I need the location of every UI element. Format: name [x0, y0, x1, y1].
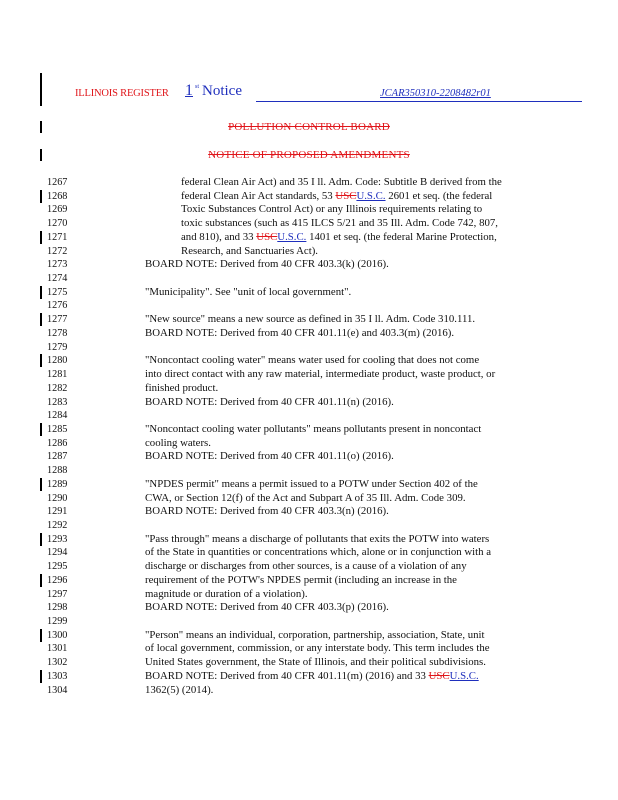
line-text: Research, and Sanctuaries Act). — [181, 244, 319, 257]
revision-bar — [40, 354, 42, 367]
line-number: 1268 — [47, 190, 68, 202]
document-line — [0, 354, 618, 367]
line-text: cooling waters. — [145, 436, 211, 449]
line-text-segment: BOARD NOTE: Derived from 40 CFR 401.11(m) (2016) and 33 — [145, 669, 429, 682]
document-line — [0, 203, 618, 216]
document-line — [0, 505, 618, 518]
document-line — [0, 546, 618, 559]
notice-label: Notice — [202, 83, 242, 99]
line-text: BOARD NOTE: Derived from 40 CFR 403.3(k) (2016). — [145, 258, 389, 271]
revision-bar — [40, 73, 42, 106]
line-text: "Noncontact cooling water" means water used for cooling that does not come — [145, 354, 480, 367]
document-line — [0, 396, 618, 409]
document-line — [0, 313, 618, 326]
line-number: 1289 — [47, 478, 68, 490]
document-line — [0, 629, 618, 642]
document-line — [0, 190, 618, 203]
line-text: BOARD NOTE: Derived from 40 CFR 401.11(e) and 403.3(m) (2016). — [145, 326, 455, 339]
line-text: CWA, or Section 12(f) of the Act and Subpart A of 35 Ill. Adm. Code 309. — [145, 491, 466, 504]
document-line — [0, 670, 618, 683]
line-text-segment: 1401 et seq. (the federal Marine Protection, — [306, 230, 497, 243]
line-number: 1280 — [47, 355, 68, 367]
line-number: 1271 — [47, 231, 68, 243]
line-text: BOARD NOTE: Derived from 40 CFR 401.11(n) (2016). — [145, 395, 394, 408]
line-text: Toxic Substances Control Act) or any Illinois requirements relating to — [181, 203, 483, 216]
revision-bar — [40, 286, 42, 299]
line-text: BOARD NOTE: Derived from 40 CFR 403.3(n) (2016). — [145, 505, 389, 518]
line-number: 1286 — [47, 437, 68, 449]
document-line — [0, 574, 618, 587]
line-text: discharge or discharges from other sources, is a cause of a violation of any — [145, 560, 467, 573]
line-text: "Pass through" means a discharge of pollutants that exits the POTW into waters — [145, 532, 490, 545]
document-line — [0, 464, 618, 477]
line-text — [181, 190, 492, 203]
notice-title: NOTICE OF PROPOSED AMENDMENTS — [208, 149, 410, 161]
line-number: 1298 — [47, 602, 68, 614]
document-line — [0, 656, 618, 669]
revision-bar — [40, 423, 42, 436]
line-number: 1295 — [47, 561, 68, 573]
line-number: 1278 — [47, 327, 68, 339]
document-line — [0, 437, 618, 450]
document-line — [0, 217, 618, 230]
document-line — [0, 601, 618, 614]
line-number: 1302 — [47, 657, 68, 669]
line-number: 1279 — [47, 341, 68, 353]
line-number: 1272 — [47, 245, 68, 257]
line-text: "NPDES permit" means a permit issued to a POTW under Section 402 of the — [145, 477, 478, 490]
line-number: 1273 — [47, 259, 68, 271]
document-code: JCAR350310-2208482r01 — [380, 88, 491, 99]
line-text: of local government, commission, or any interstate body. This term includes the — [145, 642, 490, 655]
line-number: 1283 — [47, 396, 68, 408]
revision-bar — [40, 574, 42, 587]
line-number: 1300 — [47, 629, 68, 641]
document-line — [0, 272, 618, 285]
line-text — [145, 670, 479, 683]
register-header — [75, 84, 518, 102]
line-number: 1293 — [47, 533, 68, 545]
document-line — [0, 642, 618, 655]
line-text: finished product. — [145, 381, 219, 394]
inserted-text: U.S.C. — [277, 230, 307, 243]
document-line — [0, 341, 618, 354]
line-text: BOARD NOTE: Derived from 40 CFR 403.3(p) (2016). — [145, 601, 389, 614]
line-text-segment: and 810), and 33 — [181, 230, 257, 243]
line-number: 1299 — [47, 616, 68, 628]
line-number: 1269 — [47, 204, 68, 216]
line-text: into direct contact with any raw material, intermediate product, waste product, or — [145, 368, 496, 381]
line-text: "Person" means an individual, corporation, partnership, association, State, unit — [145, 628, 485, 641]
line-text: BOARD NOTE: Derived from 40 CFR 401.11(o) (2016). — [145, 450, 394, 463]
line-number: 1288 — [47, 465, 68, 477]
line-text: "New source" means a new source as defined in 35 I ll. Adm. Code 310.111. — [145, 313, 476, 326]
line-text: "Noncontact cooling water pollutants" means pollutants present in noncontact — [145, 422, 482, 435]
deleted-text: USC — [428, 669, 450, 682]
line-text — [181, 231, 497, 244]
line-number: 1267 — [47, 177, 68, 188]
document-line — [0, 258, 618, 271]
line-text-segment: federal Clean Air Act standards, 53 — [181, 189, 336, 202]
line-number: 1281 — [47, 369, 68, 381]
document-line — [0, 327, 618, 340]
page-number-suffix: st — [195, 84, 200, 90]
document-line — [0, 560, 618, 573]
line-number: 1287 — [47, 451, 68, 463]
line-number: 1274 — [47, 273, 68, 285]
line-number: 1277 — [47, 314, 68, 326]
document-line — [0, 519, 618, 532]
line-text: magnitude or duration of a violation). — [145, 587, 308, 600]
document-line — [0, 286, 618, 299]
document-line — [0, 299, 618, 312]
line-text: "Municipality". See "unit of local government". — [145, 285, 352, 298]
document-line — [0, 450, 618, 463]
line-text: requirement of the POTW's NPDES permit (including an increase in the — [145, 573, 457, 586]
line-number: 1270 — [47, 218, 68, 230]
line-number: 1284 — [47, 410, 68, 422]
document-line — [0, 615, 618, 628]
line-text: federal Clean Air Act) and 35 I ll. Adm. Code: Subtitle B derived from the — [181, 176, 502, 188]
line-text-segment: 2601 et seq. (the federal — [385, 189, 493, 202]
revision-bar — [40, 231, 42, 244]
document-line — [0, 409, 618, 422]
page-number: 1 — [185, 82, 193, 99]
revision-bar — [40, 313, 42, 326]
line-number: 1294 — [47, 547, 68, 559]
document-line — [0, 684, 618, 697]
line-number: 1296 — [47, 574, 68, 586]
line-number: 1301 — [47, 643, 68, 655]
document-line — [0, 231, 618, 244]
register-title: ILLINOIS REGISTER — [75, 88, 169, 99]
line-number: 1276 — [47, 300, 68, 312]
document-line — [0, 492, 618, 505]
line-number: 1285 — [47, 423, 68, 435]
document-line — [0, 382, 618, 395]
document-line — [0, 533, 618, 546]
document-line — [0, 245, 618, 258]
line-number: 1292 — [47, 520, 68, 531]
board-title: POLLUTION CONTROL BOARD — [228, 121, 390, 133]
inserted-text: U.S.C. — [356, 189, 386, 202]
revision-bar — [40, 478, 42, 491]
line-text: United States government, the State of Illinois, and their political subdivisions. — [145, 656, 486, 669]
inserted-text: U.S.C. — [449, 669, 479, 682]
line-number: 1275 — [47, 286, 68, 298]
line-text: 1362(5) (2014). — [145, 683, 214, 696]
revision-bar — [40, 629, 42, 642]
document-line — [0, 478, 618, 491]
document-line — [0, 176, 618, 189]
line-number: 1297 — [47, 588, 68, 600]
line-number: 1282 — [47, 382, 68, 394]
line-number: 1304 — [47, 684, 68, 696]
revision-bar — [40, 670, 42, 683]
header-rule — [256, 101, 582, 102]
line-text: of the State in quantities or concentrations which, alone or in conjunction with a — [145, 546, 492, 559]
revision-bar — [40, 533, 42, 546]
revision-bar — [40, 190, 42, 203]
deleted-text: USC — [256, 230, 278, 243]
line-number: 1290 — [47, 492, 68, 504]
document-line — [0, 368, 618, 381]
line-number: 1291 — [47, 506, 68, 518]
line-text: toxic substances (such as 415 ILCS 5/21 and 35 Ill. Adm. Code 742, 807, — [181, 217, 498, 230]
document-line — [0, 588, 618, 601]
document-line — [0, 423, 618, 436]
deleted-text: USC — [335, 189, 357, 202]
line-number: 1303 — [47, 670, 68, 682]
